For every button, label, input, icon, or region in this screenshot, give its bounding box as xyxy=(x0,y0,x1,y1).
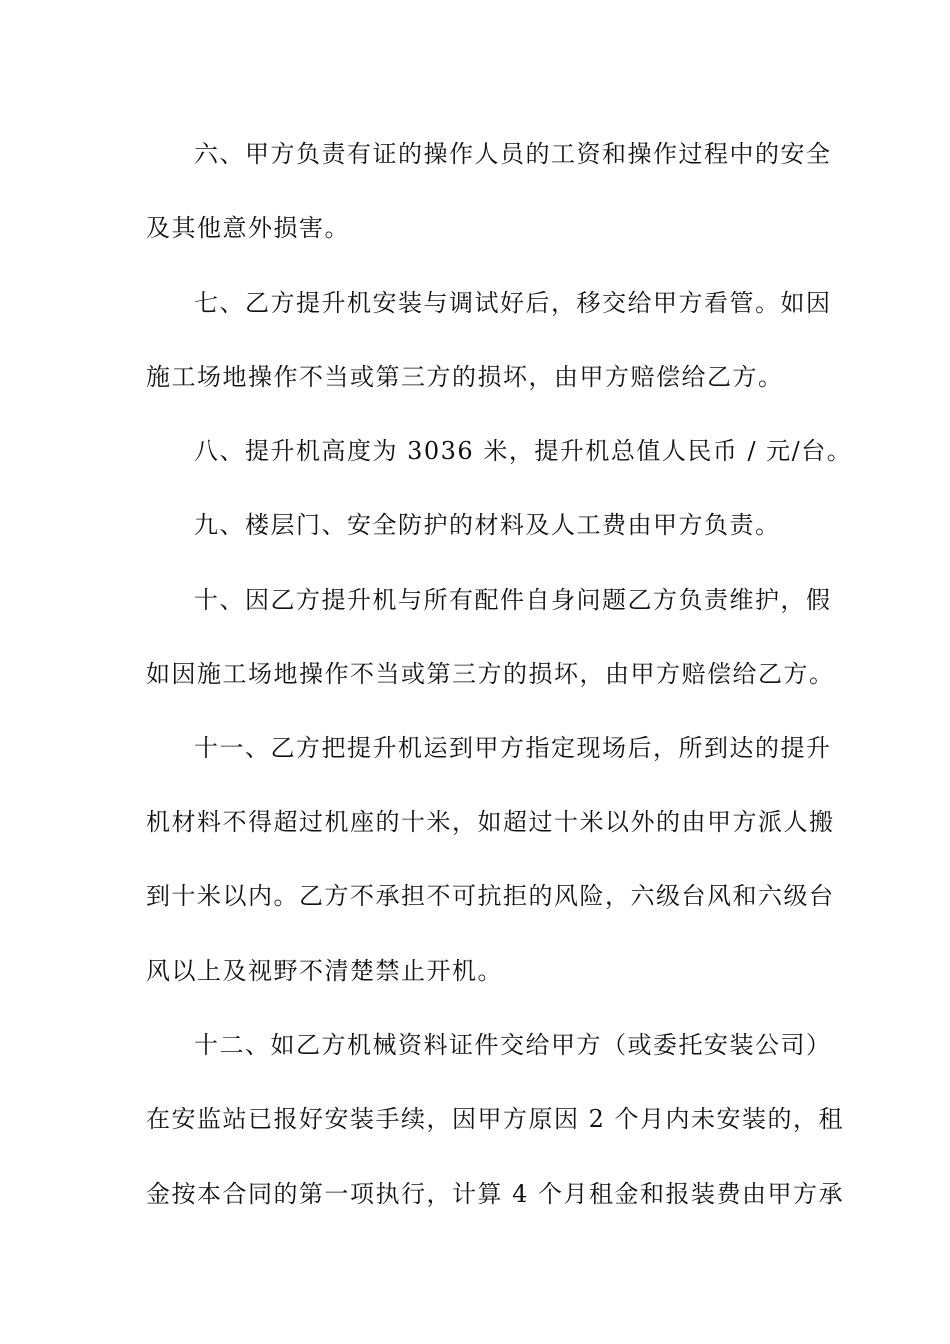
paragraph-12-line-1: 十二、如乙方机械资料证件交给甲方（或委托安装公司） xyxy=(194,1031,832,1059)
paragraph-8-line-1: 八、提升机高度为 3036 米，提升机总值人民币 / 元/台。 xyxy=(194,437,853,465)
paragraph-9-line-1: 九、楼层门、安全防护的材料及人工费由甲方负责。 xyxy=(194,511,781,539)
paragraph-12-line-3: 金按本合同的第一项执行，计算 4 个月租金和报装费由甲方承 xyxy=(146,1180,845,1208)
paragraph-10-line-1: 十、因乙方提升机与所有配件自身问题乙方负责维护，假 xyxy=(194,586,832,614)
paragraph-11-line-4: 风以上及视野不清楚禁止开机。 xyxy=(146,957,503,985)
paragraph-10-line-2: 如因施工场地操作不当或第三方的损坏，由甲方赔偿给乙方。 xyxy=(146,660,835,688)
paragraph-7-line-1: 七、乙方提升机安装与调试好后，移交给甲方看管。如因 xyxy=(194,289,832,317)
paragraph-7-line-2: 施工场地操作不当或第三方的损坏，由甲方赔偿给乙方。 xyxy=(146,363,784,391)
paragraph-11-line-3: 到十米以内。乙方不承担不可抗拒的风险，六级台风和六级台 xyxy=(146,882,835,910)
paragraph-12-line-2: 在安监站已报好安装手续，因甲方原因 2 个月内未安装的，租 xyxy=(146,1105,845,1133)
paragraph-11-line-1: 十一、乙方把提升机运到甲方指定现场后，所到达的提升 xyxy=(194,734,832,762)
paragraph-11-line-2: 机材料不得超过机座的十米，如超过十米以外的由甲方派人搬 xyxy=(146,808,835,836)
paragraph-6-line-2: 及其他意外损害。 xyxy=(146,214,350,242)
paragraph-6-line-1: 六、甲方负责有证的操作人员的工资和操作过程中的安全 xyxy=(194,140,832,168)
